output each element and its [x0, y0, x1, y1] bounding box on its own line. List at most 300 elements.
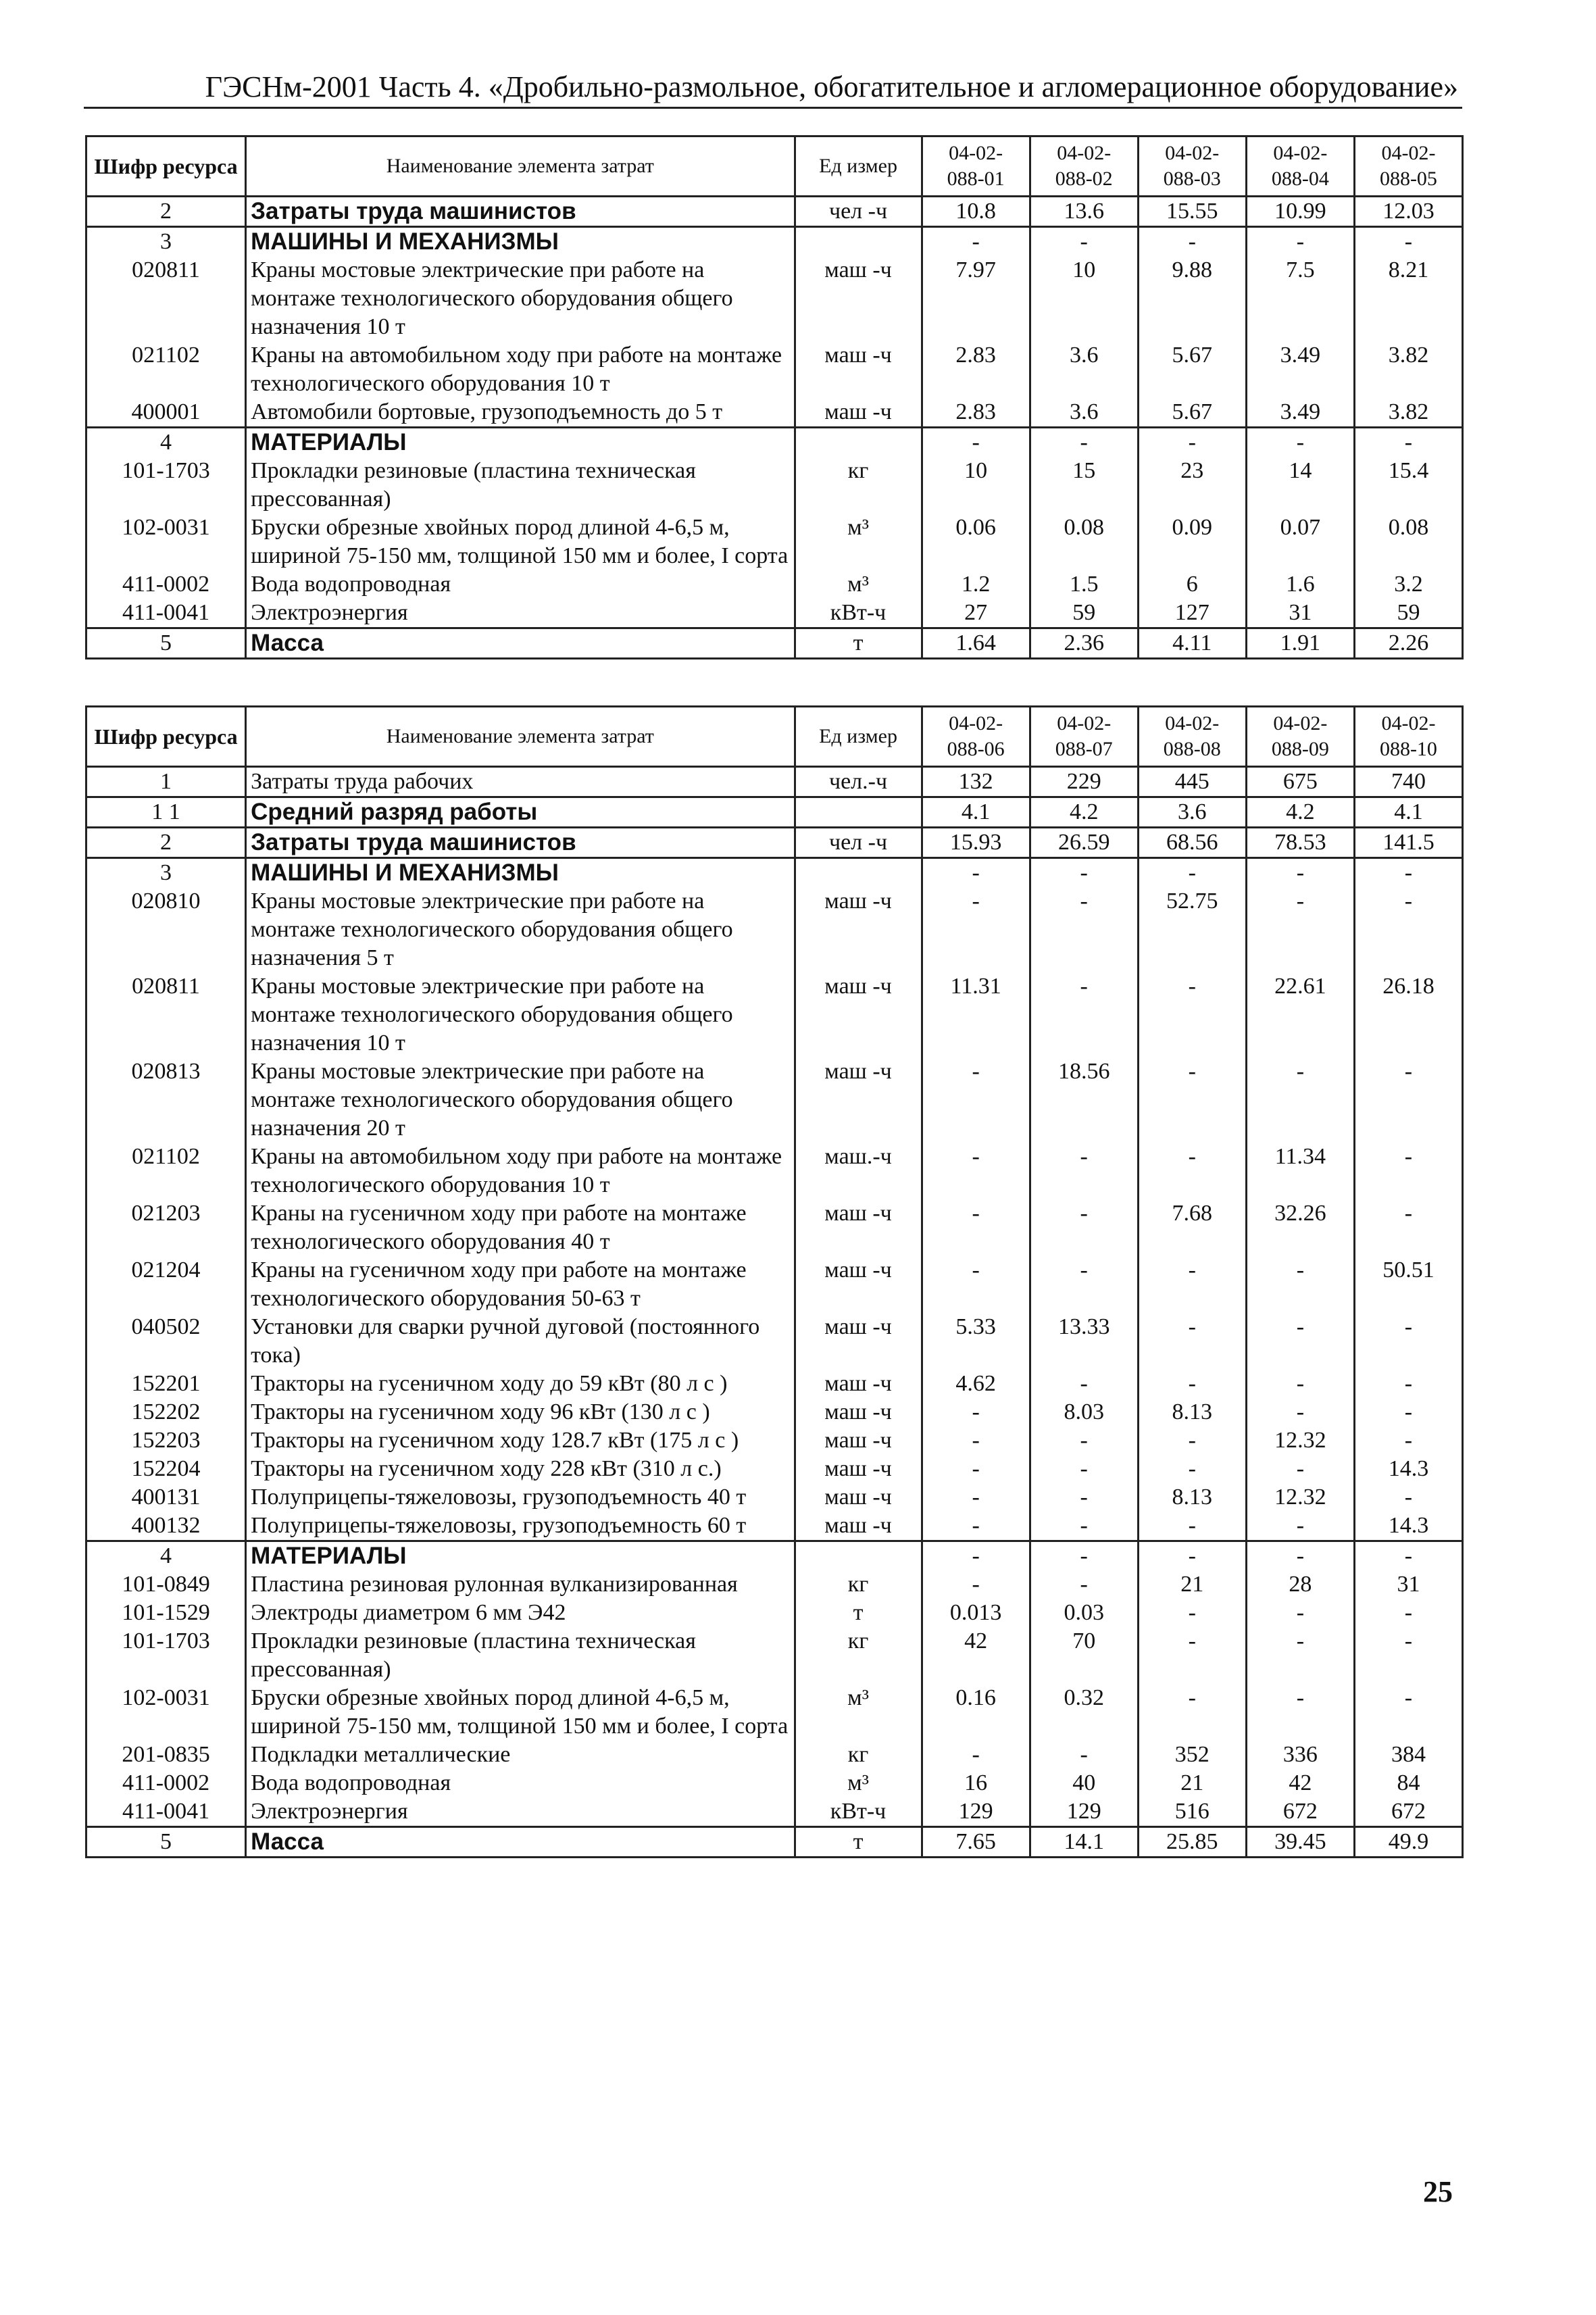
- resource-code: 201-0835: [86, 1741, 246, 1769]
- norm-value: 675: [1246, 767, 1354, 797]
- resource-name: МАТЕРИАЛЫ: [246, 1541, 795, 1571]
- norm-value: 1.91: [1246, 628, 1354, 659]
- norm-value: -: [922, 1199, 1030, 1256]
- resource-code: 020811: [86, 972, 246, 1057]
- table-row: [86, 1483, 1463, 1512]
- norm-value: 84: [1354, 1769, 1462, 1797]
- table-row: [86, 972, 1463, 1057]
- norm-value: 59: [1354, 599, 1462, 628]
- resource-unit: маш -ч: [795, 1313, 922, 1370]
- norm-value: -: [1030, 1741, 1138, 1769]
- norm-value: -: [1030, 1541, 1138, 1571]
- resource-unit: маш -ч: [795, 1512, 922, 1541]
- table-row: [86, 767, 1463, 797]
- norm-value: 2.36: [1030, 628, 1138, 659]
- resource-code: 101-0849: [86, 1570, 246, 1599]
- norm-value: -: [1354, 1541, 1462, 1571]
- table-row: [86, 1627, 1463, 1684]
- norm-value: -: [1030, 1426, 1138, 1455]
- norm-value: -: [1354, 1684, 1462, 1741]
- norm-value: -: [1138, 858, 1246, 888]
- resource-code: 3: [86, 858, 246, 888]
- norm-value: 4.1: [922, 797, 1030, 828]
- norm-value: 14.3: [1354, 1512, 1462, 1541]
- norm-value: -: [1354, 1370, 1462, 1398]
- resource-unit: маш -ч: [795, 398, 922, 428]
- norm-value: 5.33: [922, 1313, 1030, 1370]
- norm-value: 15.4: [1354, 457, 1462, 514]
- norm-value: 0.08: [1030, 514, 1138, 570]
- norm-value: -: [1138, 1313, 1246, 1370]
- norm-value: 1.64: [922, 628, 1030, 659]
- norm-value: 21: [1138, 1769, 1246, 1797]
- norm-value: 2.83: [922, 341, 1030, 398]
- resource-unit: [795, 428, 922, 457]
- resource-unit: м³: [795, 1769, 922, 1797]
- table-row: [86, 1143, 1463, 1199]
- resource-code: 3: [86, 227, 246, 257]
- norm-value: -: [922, 1741, 1030, 1769]
- resource-unit: кг: [795, 457, 922, 514]
- norm-value: -: [1354, 1627, 1462, 1684]
- norm-value: -: [1030, 1483, 1138, 1512]
- resource-name: Краны мостовые электрические при работе на монтаже технологического оборудования общего назначения 10 т: [246, 972, 795, 1057]
- resource-code: 102-0031: [86, 514, 246, 570]
- table-row: [86, 1256, 1463, 1313]
- norm-value: 384: [1354, 1741, 1462, 1769]
- norm-value: -: [1246, 227, 1354, 257]
- norm-value: -: [1246, 1541, 1354, 1571]
- norm-value: 40: [1030, 1769, 1138, 1797]
- resource-unit: маш -ч: [795, 1199, 922, 1256]
- header-rule: [84, 107, 1462, 109]
- resource-name: Краны мостовые электрические при работе на монтаже технологического оборудования общего назначения 5 т: [246, 887, 795, 972]
- norm-value: 0.06: [922, 514, 1030, 570]
- resource-unit: чел -ч: [795, 828, 922, 858]
- norm-value: 5.67: [1138, 398, 1246, 428]
- table-row: [86, 1684, 1463, 1741]
- table-row: [86, 514, 1463, 570]
- table-row: [86, 828, 1463, 858]
- resource-code: 101-1703: [86, 457, 246, 514]
- norm-value: -: [1138, 1426, 1246, 1455]
- resource-name: Электроды диаметром 6 мм Э42: [246, 1599, 795, 1627]
- col-header-unit: Ед измер: [795, 707, 922, 767]
- norm-value: -: [1354, 1057, 1462, 1143]
- norm-value: -: [1138, 1684, 1246, 1741]
- norm-value: 16: [922, 1769, 1030, 1797]
- resource-unit: маш -ч: [795, 1426, 922, 1455]
- resource-code: 411-0041: [86, 599, 246, 628]
- norm-value: -: [1030, 227, 1138, 257]
- norm-value: -: [1246, 858, 1354, 888]
- norm-value: -: [922, 428, 1030, 457]
- norm-value: 15: [1030, 457, 1138, 514]
- norm-value: 10.99: [1246, 197, 1354, 227]
- table-row: [86, 858, 1463, 888]
- resource-code: 101-1529: [86, 1599, 246, 1627]
- col-header-norm: 04-02- 088-08: [1138, 707, 1246, 767]
- norm-value: 3.6: [1138, 797, 1246, 828]
- page-header: ГЭСНм-2001 Часть 4. «Дробильно-размольное, обогатительное и агломерационное оборудование»: [205, 70, 1458, 103]
- resource-name: Установки для сварки ручной дуговой (постоянного тока): [246, 1313, 795, 1370]
- norm-value: -: [1354, 858, 1462, 888]
- col-header-norm: 04-02- 088-04: [1246, 136, 1354, 197]
- norm-value: 14.3: [1354, 1455, 1462, 1483]
- norm-value: 129: [922, 1797, 1030, 1827]
- resource-code: 5: [86, 628, 246, 659]
- table-row: [86, 428, 1463, 457]
- table-row: [86, 570, 1463, 599]
- norm-value: 8.13: [1138, 1398, 1246, 1426]
- norm-value: -: [1138, 1627, 1246, 1684]
- resource-code: 020810: [86, 887, 246, 972]
- norm-value: 0.32: [1030, 1684, 1138, 1741]
- norm-value: 10.8: [922, 197, 1030, 227]
- resource-name: Автомобили бортовые, грузоподъемность до 5 т: [246, 398, 795, 428]
- resource-unit: маш -ч: [795, 972, 922, 1057]
- norm-value: 26.59: [1030, 828, 1138, 858]
- norm-value: 52.75: [1138, 887, 1246, 972]
- table-row: [86, 1541, 1463, 1571]
- table-row: [86, 797, 1463, 828]
- table-row: [86, 197, 1463, 227]
- resource-unit: маш -ч: [795, 1057, 922, 1143]
- norm-value: -: [1246, 1599, 1354, 1627]
- norm-value: 49.9: [1354, 1827, 1462, 1858]
- norm-value: 0.16: [922, 1684, 1030, 1741]
- resource-name: МАШИНЫ И МЕХАНИЗМЫ: [246, 227, 795, 257]
- resource-unit: кг: [795, 1741, 922, 1769]
- norm-value: -: [1246, 887, 1354, 972]
- norm-value: -: [1354, 1143, 1462, 1199]
- resource-code: 021102: [86, 1143, 246, 1199]
- table-row: [86, 457, 1463, 514]
- resource-name: Вода водопроводная: [246, 1769, 795, 1797]
- norm-value: -: [1354, 1313, 1462, 1370]
- norm-value: -: [922, 1256, 1030, 1313]
- norm-value: 23: [1138, 457, 1246, 514]
- norm-value: 516: [1138, 1797, 1246, 1827]
- norm-value: -: [922, 227, 1030, 257]
- resource-name: Электроэнергия: [246, 1797, 795, 1827]
- resource-code: 4: [86, 428, 246, 457]
- resource-code: 101-1703: [86, 1627, 246, 1684]
- resource-code: 021204: [86, 1256, 246, 1313]
- norm-value: -: [1246, 1313, 1354, 1370]
- resource-code: 411-0041: [86, 1797, 246, 1827]
- norm-value: 31: [1246, 599, 1354, 628]
- norm-value: 0.013: [922, 1599, 1030, 1627]
- norm-value: -: [922, 1426, 1030, 1455]
- norm-value: 78.53: [1246, 828, 1354, 858]
- norm-value: -: [922, 1143, 1030, 1199]
- resource-name: Краны мостовые электрические при работе на монтаже технологического оборудования общего назначения 10 т: [246, 256, 795, 341]
- col-header-norm: 04-02- 088-06: [922, 707, 1030, 767]
- norm-value: 3.2: [1354, 570, 1462, 599]
- norm-value: -: [922, 887, 1030, 972]
- resource-unit: чел -ч: [795, 197, 922, 227]
- col-header-norm: 04-02- 088-10: [1354, 707, 1462, 767]
- resource-code: 021203: [86, 1199, 246, 1256]
- table-row: [86, 1570, 1463, 1599]
- norm-value: 672: [1246, 1797, 1354, 1827]
- resource-code: 152204: [86, 1455, 246, 1483]
- norm-value: 27: [922, 599, 1030, 628]
- resource-code: 102-0031: [86, 1684, 246, 1741]
- norm-value: 22.61: [1246, 972, 1354, 1057]
- norm-value: 15.55: [1138, 197, 1246, 227]
- norm-value: -: [1246, 1398, 1354, 1426]
- resource-name: Затраты труда машинистов: [246, 828, 795, 858]
- col-header-name: Наименование элемента затрат: [246, 707, 795, 767]
- norm-value: 8.21: [1354, 256, 1462, 341]
- norm-value: -: [1354, 1199, 1462, 1256]
- norm-value: -: [1030, 1256, 1138, 1313]
- norm-value: 7.97: [922, 256, 1030, 341]
- norm-value: 7.5: [1246, 256, 1354, 341]
- resource-unit: чел.-ч: [795, 767, 922, 797]
- table-row: [86, 628, 1463, 659]
- norm-value: 39.45: [1246, 1827, 1354, 1858]
- norm-value: -: [1138, 1057, 1246, 1143]
- norm-value: 2.26: [1354, 628, 1462, 659]
- resource-name: МАТЕРИАЛЫ: [246, 428, 795, 457]
- resource-unit: маш -ч: [795, 256, 922, 341]
- norm-value: 4.2: [1246, 797, 1354, 828]
- norm-value: 352: [1138, 1741, 1246, 1769]
- norm-value: 12.32: [1246, 1483, 1354, 1512]
- resource-name: Тракторы на гусеничном ходу 228 кВт (310 л с.): [246, 1455, 795, 1483]
- norm-value: -: [1354, 1483, 1462, 1512]
- resource-name: Краны мостовые электрические при работе на монтаже технологического оборудования общего назначения 20 т: [246, 1057, 795, 1143]
- col-header-norm: 04-02- 088-09: [1246, 707, 1354, 767]
- norm-value: 740: [1354, 767, 1462, 797]
- norm-value: -: [1246, 1057, 1354, 1143]
- norm-value: 6: [1138, 570, 1246, 599]
- norm-value: -: [1354, 1426, 1462, 1455]
- table-row: [86, 1769, 1463, 1797]
- norm-value: -: [1246, 1512, 1354, 1541]
- norm-value: -: [1246, 1256, 1354, 1313]
- norm-value: 1.2: [922, 570, 1030, 599]
- col-header-norm: 04-02- 088-01: [922, 136, 1030, 197]
- resource-code: 040502: [86, 1313, 246, 1370]
- resource-unit: [795, 1541, 922, 1571]
- norm-value: 26.18: [1354, 972, 1462, 1057]
- norm-value: 11.31: [922, 972, 1030, 1057]
- norm-value: -: [1138, 1599, 1246, 1627]
- norm-value: 50.51: [1354, 1256, 1462, 1313]
- table-row: [86, 599, 1463, 628]
- resource-name: Масса: [246, 628, 795, 659]
- norm-value: 0.09: [1138, 514, 1246, 570]
- resource-name: Краны на гусеничном ходу при работе на монтаже технологического оборудования 50-63 т: [246, 1256, 795, 1313]
- norm-value: -: [922, 1570, 1030, 1599]
- norm-value: -: [1354, 1398, 1462, 1426]
- resource-code: 4: [86, 1541, 246, 1571]
- norm-value: 42: [922, 1627, 1030, 1684]
- col-header-norm: 04-02- 088-03: [1138, 136, 1246, 197]
- norm-value: -: [922, 1483, 1030, 1512]
- resource-code: 2: [86, 828, 246, 858]
- norm-value: 0.08: [1354, 514, 1462, 570]
- resource-name: Средний разряд работы: [246, 797, 795, 828]
- table-row: [86, 1057, 1463, 1143]
- table-row: [86, 1827, 1463, 1858]
- norm-value: 5.67: [1138, 341, 1246, 398]
- norm-value: 141.5: [1354, 828, 1462, 858]
- table-row: [86, 1370, 1463, 1398]
- col-header-unit: Ед измер: [795, 136, 922, 197]
- norm-value: 672: [1354, 1797, 1462, 1827]
- resource-name: Электроэнергия: [246, 599, 795, 628]
- norm-value: 70: [1030, 1627, 1138, 1684]
- norm-value: -: [922, 1541, 1030, 1571]
- col-header-norm: 04-02- 088-05: [1354, 136, 1462, 197]
- resource-table-2: [85, 705, 1464, 1858]
- resource-unit: м³: [795, 570, 922, 599]
- norm-value: -: [1030, 1370, 1138, 1398]
- table-row: [86, 398, 1463, 428]
- norm-value: 3.49: [1246, 398, 1354, 428]
- resource-name: Масса: [246, 1827, 795, 1858]
- table-row: [86, 1797, 1463, 1827]
- norm-value: -: [1030, 858, 1138, 888]
- col-header-code: Шифр ресурса: [86, 707, 246, 767]
- resource-unit: маш -ч: [795, 1455, 922, 1483]
- norm-value: 10: [1030, 256, 1138, 341]
- norm-value: 15.93: [922, 828, 1030, 858]
- norm-value: 8.13: [1138, 1483, 1246, 1512]
- norm-value: 1.5: [1030, 570, 1138, 599]
- resource-name: Тракторы на гусеничном ходу до 59 кВт (80 л с ): [246, 1370, 795, 1398]
- resource-unit: маш -ч: [795, 1398, 922, 1426]
- norm-value: -: [922, 1398, 1030, 1426]
- resource-name: Затраты труда рабочих: [246, 767, 795, 797]
- norm-value: 4.1: [1354, 797, 1462, 828]
- resource-unit: маш -ч: [795, 1483, 922, 1512]
- norm-value: -: [1246, 428, 1354, 457]
- norm-value: 0.03: [1030, 1599, 1138, 1627]
- norm-value: 9.88: [1138, 256, 1246, 341]
- norm-value: -: [922, 1512, 1030, 1541]
- norm-value: -: [1138, 1512, 1246, 1541]
- resource-unit: кВт-ч: [795, 1797, 922, 1827]
- norm-value: 68.56: [1138, 828, 1246, 858]
- resource-name: МАШИНЫ И МЕХАНИЗМЫ: [246, 858, 795, 888]
- table-row: [86, 887, 1463, 972]
- resource-name: Вода водопроводная: [246, 570, 795, 599]
- resource-unit: т: [795, 1827, 922, 1858]
- norm-value: 129: [1030, 1797, 1138, 1827]
- norm-value: 3.82: [1354, 341, 1462, 398]
- resource-code: 400132: [86, 1512, 246, 1541]
- resource-code: 400001: [86, 398, 246, 428]
- resource-code: 400131: [86, 1483, 246, 1512]
- resource-name: Полуприцепы-тяжеловозы, грузоподъемность 40 т: [246, 1483, 795, 1512]
- norm-value: -: [1246, 1684, 1354, 1741]
- resource-code: 152202: [86, 1398, 246, 1426]
- resource-unit: т: [795, 1599, 922, 1627]
- resource-name: Бруски обрезные хвойных пород длиной 4-6,5 м, шириной 75-150 мм, толщиной 150 мм и более, I сорта: [246, 514, 795, 570]
- resource-code: 020813: [86, 1057, 246, 1143]
- norm-value: 445: [1138, 767, 1246, 797]
- norm-value: 3.6: [1030, 398, 1138, 428]
- resource-code: 020811: [86, 256, 246, 341]
- norm-value: -: [1138, 1455, 1246, 1483]
- resource-unit: т: [795, 628, 922, 659]
- col-header-code: Шифр ресурса: [86, 136, 246, 197]
- col-header-norm: 04-02- 088-02: [1030, 136, 1138, 197]
- resource-code: 021102: [86, 341, 246, 398]
- resource-name: Прокладки резиновые (пластина техническая прессованная): [246, 457, 795, 514]
- table-row: [86, 341, 1463, 398]
- table-header-row: [86, 136, 1463, 197]
- norm-value: -: [1246, 1370, 1354, 1398]
- norm-value: 1.6: [1246, 570, 1354, 599]
- norm-value: 10: [922, 457, 1030, 514]
- resource-name: Бруски обрезные хвойных пород длиной 4-6,5 м, шириной 75-150 мм, толщиной 150 мм и более, I сорта: [246, 1684, 795, 1741]
- norm-value: -: [1030, 1199, 1138, 1256]
- norm-value: -: [1030, 1512, 1138, 1541]
- norm-value: -: [1138, 1143, 1246, 1199]
- norm-value: 21: [1138, 1570, 1246, 1599]
- table-row: [86, 1199, 1463, 1256]
- norm-value: -: [1138, 1256, 1246, 1313]
- norm-value: 7.65: [922, 1827, 1030, 1858]
- table-row: [86, 1313, 1463, 1370]
- norm-value: 12.32: [1246, 1426, 1354, 1455]
- resource-table-1: [85, 135, 1464, 659]
- norm-value: 59: [1030, 599, 1138, 628]
- resource-code: 152203: [86, 1426, 246, 1455]
- col-header-name: Наименование элемента затрат: [246, 136, 795, 197]
- norm-value: 0.07: [1246, 514, 1354, 570]
- norm-value: -: [1138, 1541, 1246, 1571]
- norm-value: -: [1354, 887, 1462, 972]
- norm-value: -: [1030, 972, 1138, 1057]
- resource-name: Прокладки резиновые (пластина техническая прессованная): [246, 1627, 795, 1684]
- norm-value: 4.2: [1030, 797, 1138, 828]
- resource-unit: маш -ч: [795, 887, 922, 972]
- norm-value: 2.83: [922, 398, 1030, 428]
- norm-value: 11.34: [1246, 1143, 1354, 1199]
- resource-name: Пластина резиновая рулонная вулканизированная: [246, 1570, 795, 1599]
- norm-value: -: [1030, 1455, 1138, 1483]
- resource-code: 2: [86, 197, 246, 227]
- norm-value: -: [1354, 1599, 1462, 1627]
- norm-value: 336: [1246, 1741, 1354, 1769]
- resource-code: 152201: [86, 1370, 246, 1398]
- norm-value: -: [1354, 227, 1462, 257]
- resource-unit: кг: [795, 1627, 922, 1684]
- table-row: [86, 1398, 1463, 1426]
- table-row: [86, 1599, 1463, 1627]
- norm-value: -: [1030, 887, 1138, 972]
- table-row: [86, 1512, 1463, 1541]
- norm-value: -: [922, 1057, 1030, 1143]
- col-header-norm: 04-02- 088-07: [1030, 707, 1138, 767]
- norm-value: -: [1354, 428, 1462, 457]
- resource-unit: [795, 797, 922, 828]
- page-number: 25: [1423, 2175, 1453, 2208]
- norm-value: 7.68: [1138, 1199, 1246, 1256]
- resource-code: 411-0002: [86, 1769, 246, 1797]
- table-header-row: [86, 707, 1463, 767]
- norm-value: 3.6: [1030, 341, 1138, 398]
- norm-value: 42: [1246, 1769, 1354, 1797]
